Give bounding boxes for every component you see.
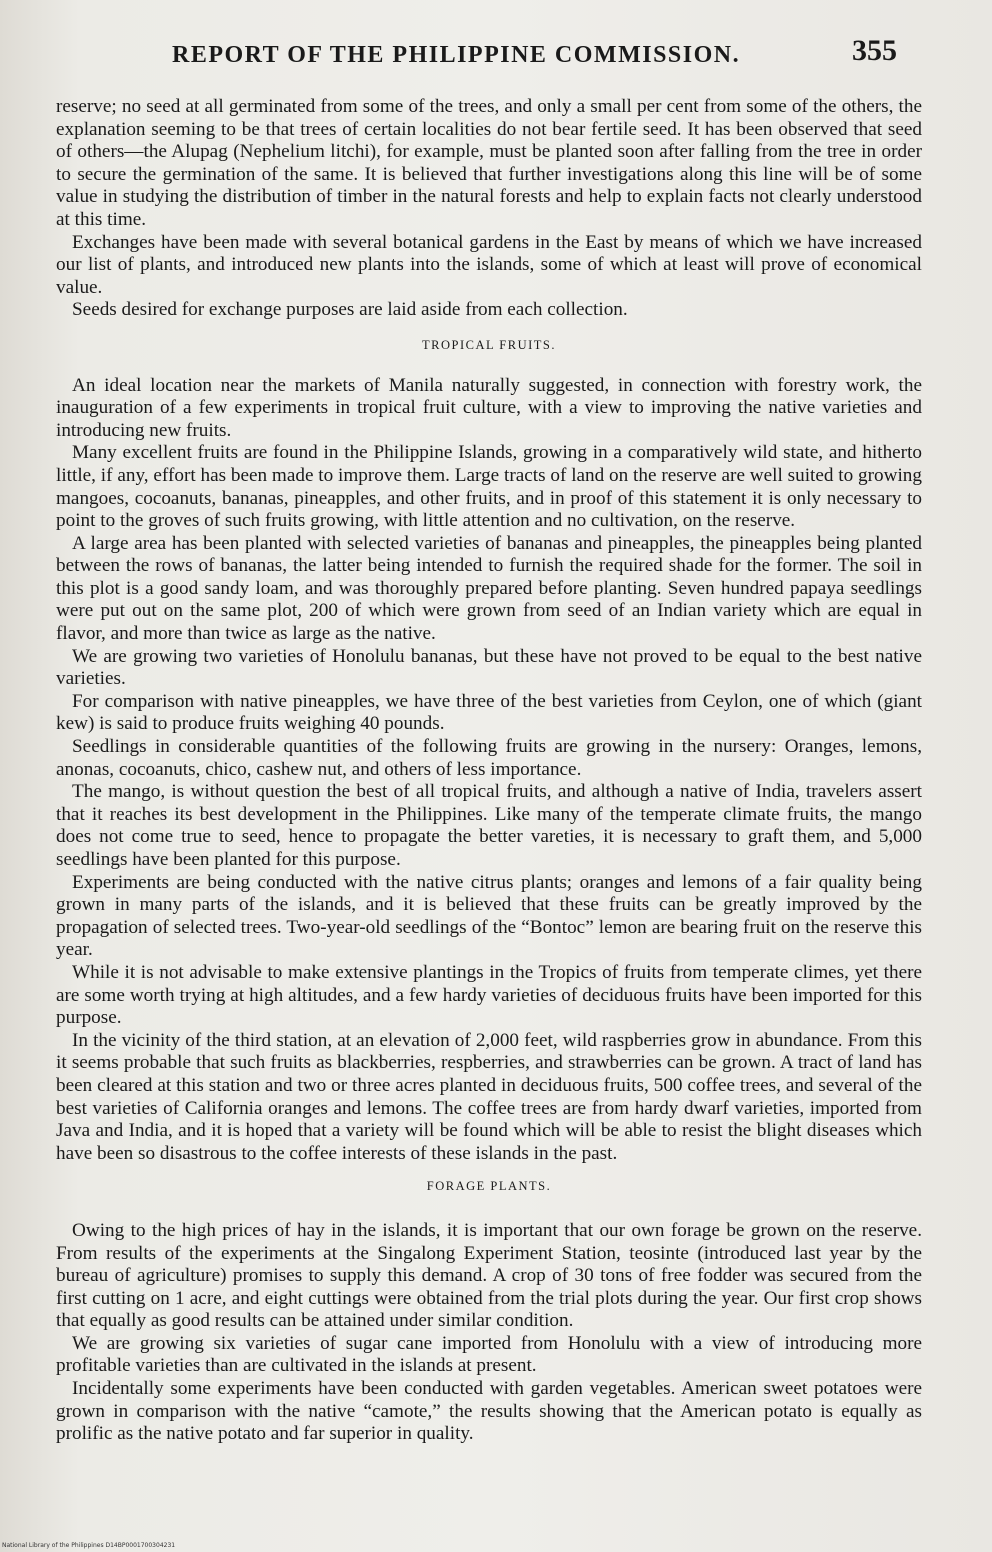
paragraph-excellent-fruits: Many excellent fruits are found in the Philippine Islands, growing in a comparatively wild state, and hitherto little, if any, effort has been made to improve them. Large tracts of land on the reserve are well suited to growing mangoes, cocoanuts, bananas, pineapples, and other fruits, and in proof of this statement it is only necessary to point to the groves of such fruits growing, with little attention and no cultivation, on the reserve.: [56, 442, 922, 532]
paragraph-seeds-desired: Seeds desired for exchange purposes are laid aside from each collection.: [72, 299, 628, 321]
paragraph-ideal-location: An ideal location near the markets of Manila naturally suggested, in connection with forestry work, the inauguration of a few experiments in tropical fruit culture, with a view to improving the native varieties and introducing new fruits.: [56, 374, 922, 441]
body-text: [56, 96, 922, 1446]
page-header: [0, 34, 992, 74]
section-heading-tropical-fruits: TROPICAL FRUITS.: [422, 337, 556, 352]
paragraph-garden-vegetables: Incidentally some experiments have been conducted with garden vegetables. American sweet potatoes were grown in comparison with the native “camote,” the results showing that the American potato is equally as prolific as the native potato and far superior in quality.: [56, 1378, 922, 1445]
paragraph-bananas-pineapples: A large area has been planted with selected varieties of bananas and pineapples, the pineapples being planted between the rows of bananas, the latter being intended to furnish the required shade for the former. The soil in this plot is a good sandy loam, and was thoroughly prepared before planting. Seven hundred papaya seedlings were put out on the same plot, 200 of which were grown from seed of an Indian variety which are equal in flavor, and more than twice as large as the native.: [56, 532, 922, 645]
paragraph-exchanges: Exchanges have been made with several botanical gardens in the East by means of which we have increased our list of plants, and introduced new plants into the islands, some of which at least will prove of economical value.: [56, 231, 922, 298]
page-number: 355: [852, 34, 897, 67]
library-credit: National Library of the Philippines D14BP0001700304231: [2, 1542, 176, 1549]
paragraph-citrus: Experiments are being conducted with the native citrus plants; oranges and lemons of a fair quality being grown in many parts of the islands, and it is believed that these fruits can be greatly improved by the propagation of selected trees. Two-year-old seedlings of the “Bontoc” lemon are bearing fruit on the reserve this year.: [56, 871, 922, 961]
paragraph-hay-prices: Owing to the high prices of hay in the islands, it is important that our own forage be grown on the reserve. From results of the experiments at the Singalong Experiment Station, teosinte (introduced last year by the bureau of agriculture) promises to supply this demand. A crop of 30 tons of free fodder was secured from the first cutting on 1 acre, and eight cuttings were obtained from the trial plots during the year. Our first crop shows that equally as good results can be attained under similar condition.: [56, 1219, 922, 1332]
paragraph-temperate-fruits: While it is not advisable to make extensive plantings in the Tropics of fruits from temperate climes, yet there are some worth trying at high altitudes, and a few hardy varieties of deciduous fruits have been imported for this purpose.: [56, 961, 922, 1029]
paragraph-seedlings-nursery: Seedlings in considerable quantities of the following fruits are growing in the nursery: Oranges, lemons, anonas, cocoanuts, chico, cashew nut, and others of less importance.: [56, 736, 922, 780]
running-head: REPORT OF THE PHILIPPINE COMMISSION.: [172, 42, 741, 68]
paragraph-third-station: In the vicinity of the third station, at an elevation of 2,000 feet, wild raspberries grow in abundance. From this it seems probable that such fruits as blackberries, respberries, and strawberries can be grown. A tract of land has been cleared at this station and two or three acres planted in deciduous fruits, 500 coffee trees, and several of the best varieties of California oranges and lemons. The coffee trees are from hardy dwarf varieties, imported from Java and India, and it is hoped that a variety will be found which will be able to resist the blight diseases which have been so disastrous to the coffee interests of these islands in the past.: [56, 1029, 922, 1164]
paragraph-reserve-seed: reserve; no seed at all germinated from some of the trees, and only a small per cent from some of the others, the explanation seeming to be that trees of certain localities do not bear fertile seed. It has been observed that seed of others—the Alupag (Nephelium litchi), for example, must be planted soon after falling from the tree in order to secure the germination of the same. It is believed that further investigations along this line will be of some value in studying the distribution of timber in the natural forests and help to explain facts not clearly understood at this time.: [56, 96, 922, 230]
section-heading-forage-plants: FORAGE PLANTS.: [426, 1179, 552, 1194]
paragraph-honolulu-bananas: We are growing two varieties of Honolulu bananas, but these have not proved to be equal to the best native varieties.: [56, 645, 922, 690]
paragraph-sugar-cane: We are growing six varieties of sugar cane imported from Honolulu with a view of introducing more profitable varieties than are cultivated in the islands at present.: [56, 1332, 922, 1377]
paragraph-mango: The mango, is without question the best of all tropical fruits, and although a native of India, travelers assert that it reaches its best development in the Philippines. Like many of the temperate climate fruits, the mango does not come true to seed, hence to propagate the better vareties, it is necessary to graft them, and 5,000 seedlings have been planted for this purpose.: [56, 781, 922, 870]
paragraph-ceylon-pineapples: For comparison with native pineapples, we have three of the best varieties from Ceylon, one of which (giant kew) is said to produce fruits weighing 40 pounds.: [56, 690, 922, 735]
